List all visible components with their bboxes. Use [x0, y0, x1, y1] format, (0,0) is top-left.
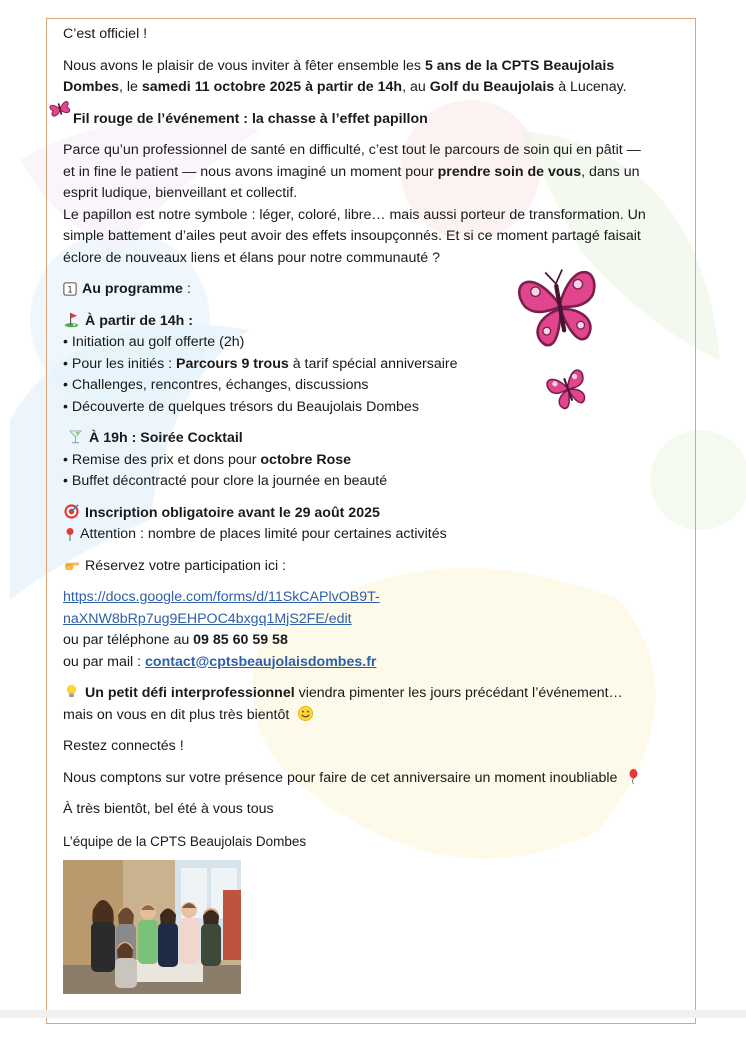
phone-line: ou par téléphone au 09 85 60 59 58	[63, 632, 288, 648]
defi-paragraph: Un petit défi interprofessionnel viendra pimenter les jours précédant l’événement… mais on vous en dit plus très bientôt	[63, 685, 623, 723]
body-paragraph: Parce qu’un professionnel de santé en difficulté, c’est tout le parcours de soin qui en pâtit — et in fine le patient — nous avons imaginé un moment pour prendre soin de vous, dans un esprit ludique, bienveillant et collectif. Le papillon est notre symbole : léger, coloré, libre… mais aussi porteur de transformation. Un simple battement d’ailes peut avoir des effets insoupçonnés. Et si ce moment partagé faisait éclore de nouveaux liens et élans pour notre communauté ?	[63, 142, 646, 266]
document-body	[63, 24, 688, 862]
balloon-icon	[624, 768, 641, 785]
team-photo	[63, 860, 241, 994]
page-bottom-band	[0, 1010, 746, 1018]
list-item: • Buffet décontracté pour clore la journée en beauté	[63, 473, 388, 489]
smiley-icon	[297, 705, 314, 722]
svg-text:1: 1	[67, 285, 73, 296]
cocktail-icon	[67, 428, 84, 445]
programme-heading: 1 Au programme :	[63, 279, 688, 301]
list-item: • Remise des prix et dons pour octobre Rose	[63, 451, 352, 468]
list-item: • Initiation au golf offerte (2h)	[63, 334, 245, 350]
reservation-label: Réservez votre participation ici :	[63, 556, 688, 578]
intro-line: C’est officiel !	[63, 26, 148, 42]
lightbulb-icon	[63, 683, 80, 700]
afternoon-heading: À partir de 14h :	[63, 311, 688, 333]
signature: L’équipe de la CPTS Beaujolais Dombes	[63, 833, 307, 849]
target-icon	[63, 503, 80, 520]
mail-line: ou par mail : contact@cptsbeaujolaisdombes.fr	[63, 653, 377, 670]
butterfly-icon	[546, 368, 590, 410]
golf-flag-icon	[63, 311, 80, 328]
pointing-hand-icon	[63, 556, 80, 573]
invite-paragraph: Nous avons le plaisir de vous inviter à fêter ensemble les 5 ans de la CPTS Beaujolais Dombes, le samedi 11 octobre 2025 à partir de 14h, au Golf du Beaujolais à Lucenay.	[63, 57, 627, 95]
fil-rouge-heading: Fil rouge de l’événement : la chasse à l’effet papillon	[73, 110, 428, 127]
list-item: • Découverte de quelques trésors du Beaujolais Dombes	[63, 398, 419, 415]
butterfly-icon	[516, 264, 604, 350]
closing-line: À très bientôt, bel été à vous tous	[63, 801, 274, 817]
list-item: • Challenges, rencontres, échanges, discussions	[63, 377, 369, 393]
evening-heading: À 19h : Soirée Cocktail	[63, 428, 688, 450]
form-link[interactable]: https://docs.google.com/forms/d/11SkCAPlvOB9T- naXNW8bRp7ug9EHPOC4bxgq1MjS2FE/edit	[63, 589, 380, 627]
pushpin-icon	[63, 527, 77, 541]
comptons-line: Nous comptons sur votre présence pour faire de cet anniversaire un moment inoubliable	[63, 768, 688, 790]
list-item: • Pour les initiés : Parcours 9 trous à tarif spécial anniversaire	[63, 355, 458, 372]
restez-line: Restez connectés !	[63, 738, 184, 754]
keycap-one-icon	[63, 282, 77, 296]
phone-number[interactable]: 09 85 60 59 58	[193, 632, 288, 648]
mail-link[interactable]: contact@cptsbeaujolaisdombes.fr	[145, 653, 377, 670]
butterfly-icon	[48, 96, 72, 122]
attention-line: Attention : nombre de places limité pour certaines activités	[63, 524, 688, 546]
inscription-heading: Inscription obligatoire avant le 29 août 2025	[63, 503, 688, 525]
